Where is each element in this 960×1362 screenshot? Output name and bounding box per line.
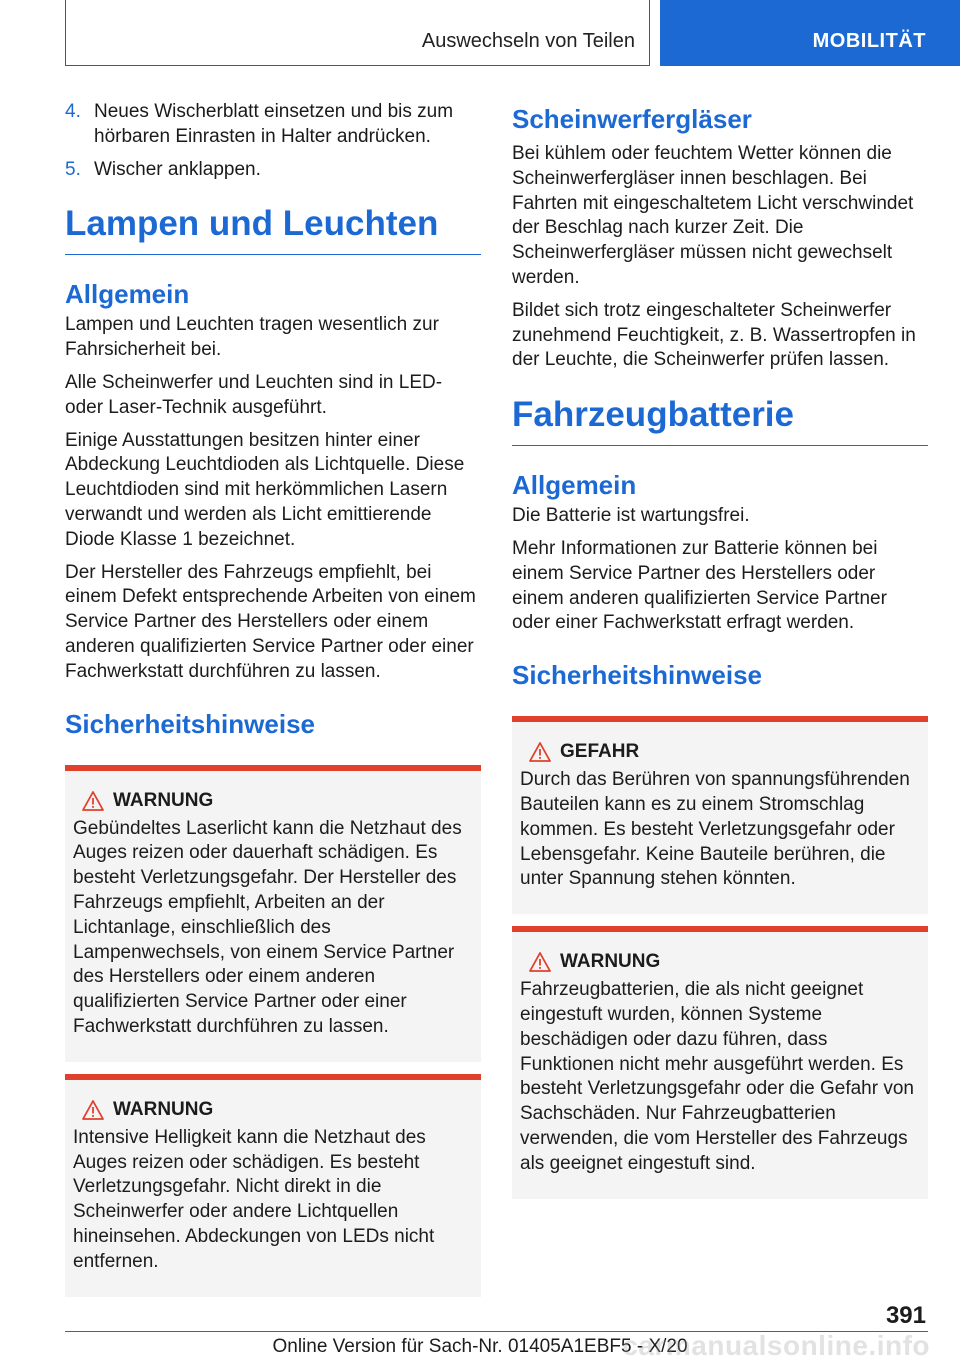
right-column <box>512 100 928 1211</box>
online-version-text: Online Version für Sach-Nr. 01405A1EBF5 - X/20 <box>272 1336 688 1357</box>
warning-text: Durch das Berühren von spannungsführenden Bauteilen kann es zu einem Stromschlag kommen. Es besteht Verletzungsgefahr oder Lebensgefahr. Keine Bauteile berühren, die unter Spannung stehen könnten. <box>520 769 910 890</box>
step-text: Wischer anklappen. <box>94 158 261 180</box>
list-item <box>65 100 481 150</box>
step-list <box>65 100 481 182</box>
paragraph: Bildet sich trotz eingeschalteter Scheinwerfer zunehmend Feuchtigkeit, z. B. Wassertropfen in der Leuchte, die Scheinwerfer prüfen lassen. <box>512 299 916 371</box>
warning-label: WARNUNG <box>560 951 661 973</box>
step-text: Neues Wischerblatt einsetzen und bis zum hörbaren Einrasten in Halter andrücken. <box>94 101 454 147</box>
step-number: 5. <box>65 158 81 180</box>
subheading-allgemein: Allgemein <box>65 279 190 310</box>
subheading-scheinwerferglaeser: Scheinwerfergläser <box>512 104 752 134</box>
paragraph: Mehr Informationen zur Batterie können bei einem Service Partner des Herstellers oder einem anderen qualifizierten Service Partner oder einer Fachwerkstatt erfragt werden. <box>512 537 887 634</box>
danger-label: GEFAHR <box>560 741 640 763</box>
warning-box <box>65 1074 481 1297</box>
warning-text: Intensive Helligkeit kann die Netzhaut des Auges reizen oder schädigen. Es besteht Verletzungsgefahr. Nicht direkt in die Scheinwerfer oder andere Lichtquellen hineinsehen. Abdeckungen von LEDs nicht entfernen. <box>73 1126 435 1272</box>
page-number: 391 <box>885 1302 926 1329</box>
paragraph: Einige Ausstattungen besitzen hinter einer Abdeckung Leuchtdioden als Lichtquelle. Diese Leuchtdioden sind mit herkömmlichen Lasern verwandt und werden als Licht emittierende Diode Klasse 1 bezeichnet. <box>65 429 465 550</box>
paragraph: Bei kühlem oder feuchtem Wetter können die Scheinwerfergläser innen beschlagen. Bei Fahrten mit eingeschaltetem Licht verschwindet der Beschlag nach kurzer Zeit. Die Scheinwerfergläser müssen nicht gewechselt werden. <box>512 143 914 288</box>
chapter-tab[interactable] <box>660 0 960 66</box>
warning-label: WARNUNG <box>113 789 214 811</box>
section-tab[interactable] <box>65 0 650 66</box>
paragraph: Lampen und Leuchten tragen wesentlich zur Fahrsicherheit bei. <box>65 314 439 361</box>
warning-triangle-icon <box>73 789 113 813</box>
left-column <box>65 100 481 1309</box>
paragraph: Die Batterie ist wartungsfrei. <box>512 505 750 527</box>
watermark-logo: carmanualsonline.info <box>622 1330 930 1361</box>
warning-box <box>512 926 928 1198</box>
warning-text: Fahrzeugbatterien, die als nicht geeignet eingestuft wurden, können Systeme beschädigen oder dazu führen, dass Funktionen nicht mehr ausgeführt werden. Es besteht Verletzungsgefahr oder die Gefahr von Sachschäden. Nur Fahrzeugbatterien verwenden, die vom Hersteller des Fahrzeugs als geeignet eingestuft sind. <box>520 979 914 1174</box>
section-heading-lampen: Lampen und Leuchten <box>65 204 481 255</box>
warning-box <box>65 765 481 1062</box>
list-item <box>65 158 481 183</box>
subheading-allgemein: Allgemein <box>512 470 637 501</box>
section-title: Auswechseln von Teilen <box>421 30 635 52</box>
warning-triangle-icon <box>520 950 560 974</box>
paragraph: Alle Scheinwerfer und Leuchten sind in LED- oder Laser-Technik ausgeführt. <box>65 371 443 418</box>
section-heading-fahrzeugbatterie: Fahrzeugbatterie <box>512 395 928 446</box>
warning-triangle-icon <box>520 740 560 764</box>
danger-box <box>512 716 928 914</box>
page-header <box>0 0 960 66</box>
subheading-sicherheitshinweise: Sicherheitshinweise <box>65 708 315 739</box>
paragraph: Der Hersteller des Fahrzeugs empfiehlt, bei einem Defekt entsprechende Arbeiten von einem Service Partner des Herstellers oder einem anderen qualifizierten Service Partner oder einer Fachwerkstatt durchführen zu lassen. <box>65 561 476 682</box>
step-number: 4. <box>65 101 81 122</box>
warning-label: WARNUNG <box>113 1098 214 1120</box>
chapter-title: MOBILITÄT <box>812 30 926 52</box>
subheading-sicherheitshinweise: Sicherheitshinweise <box>512 660 762 691</box>
warning-triangle-icon <box>73 1098 113 1122</box>
warning-text: Gebündeltes Laserlicht kann die Netzhaut des Auges reizen oder dauerhaft schädigen. Es besteht Verletzungsgefahr. Der Hersteller des Fahrzeugs empfiehlt, Arbeiten an der Lichtanlage, einschließlich des Lampenwechsels, von einem Service Partner des Herstellers oder einem anderen qualifizierten Service Partner oder einer Fachwerkstatt durchführen zu lassen. <box>73 817 462 1037</box>
